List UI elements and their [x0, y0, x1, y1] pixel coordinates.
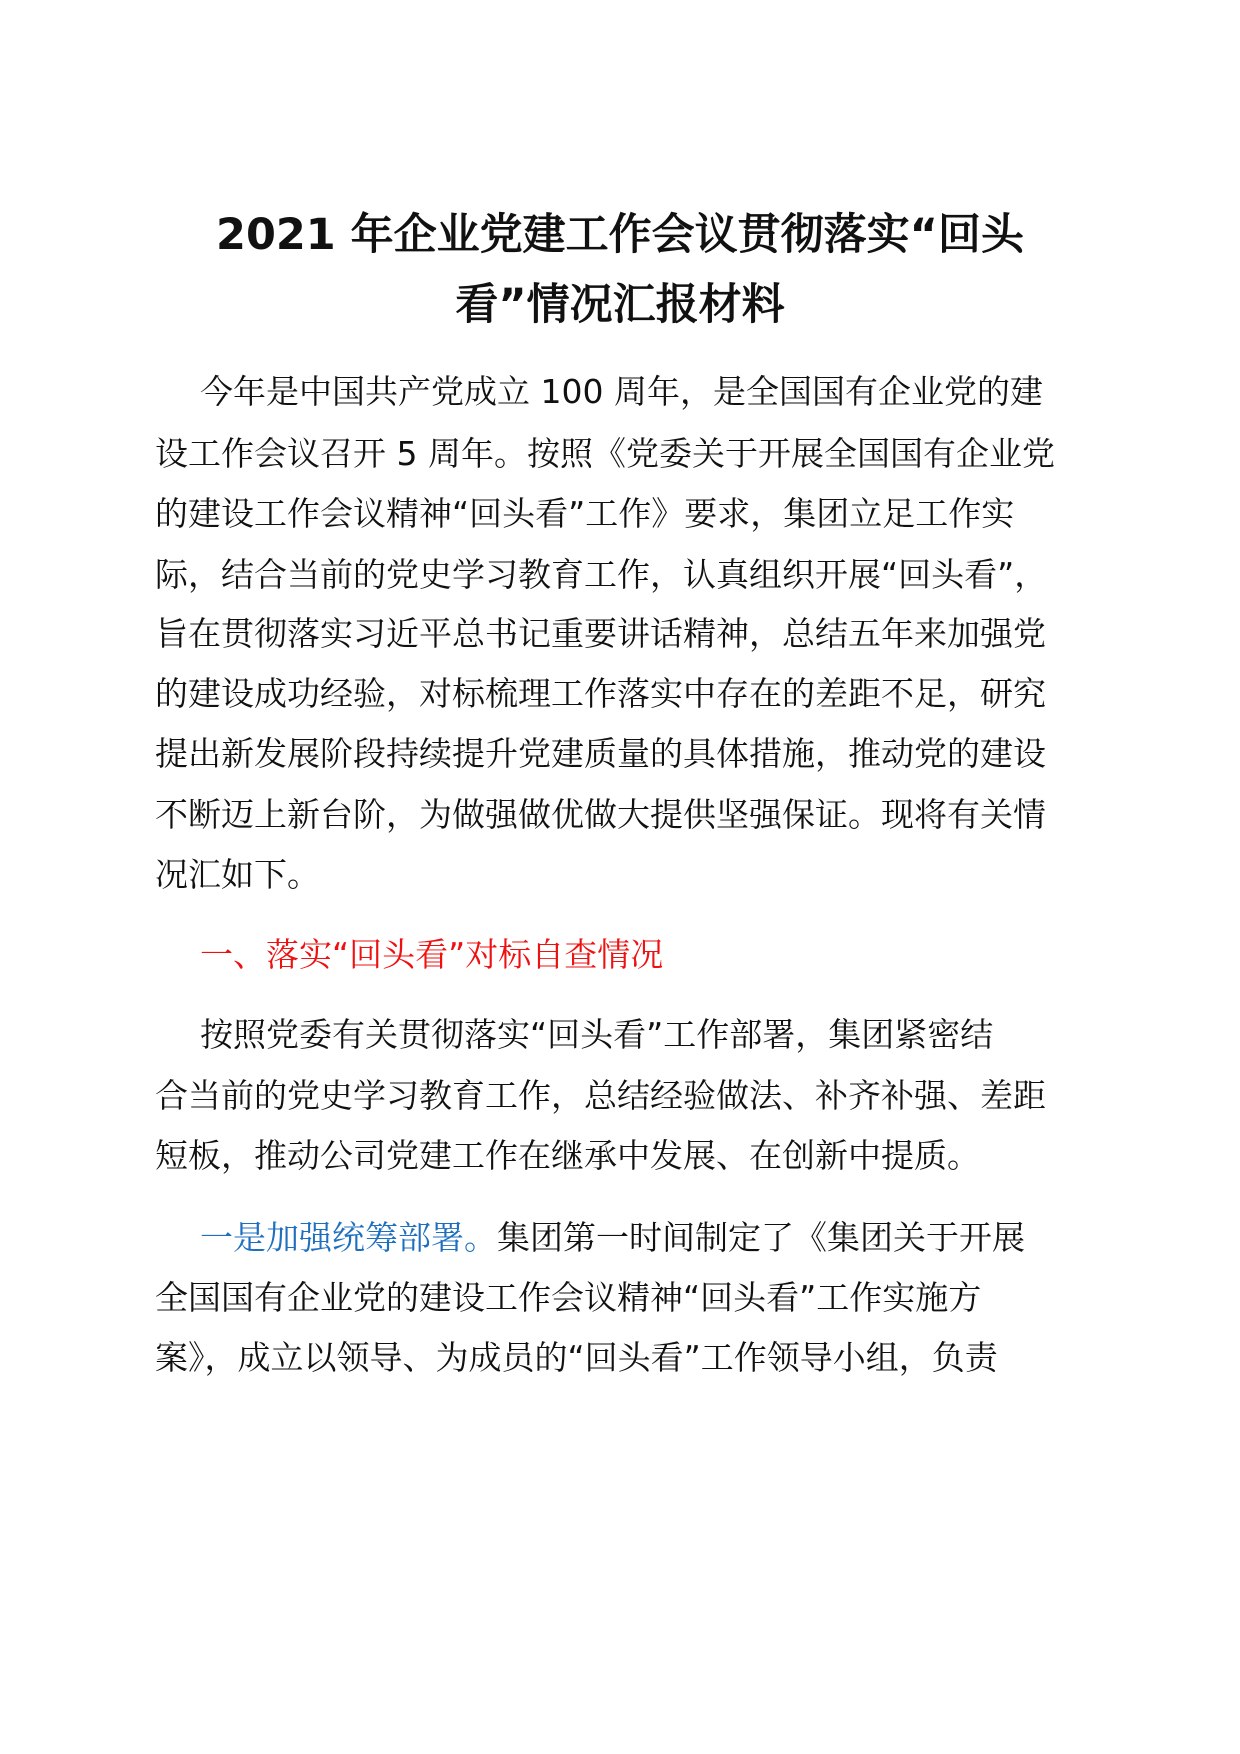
paragraph-3-line-2: 全国国有企业党的建设工作会议精神“回头看”工作实施方: [155, 1278, 982, 1317]
paragraph-1-line-4: 际，结合当前的党史学习教育工作，认真组织开展“回头看”，: [155, 555, 1048, 594]
paragraph-2-line-2: 合当前的党史学习教育工作，总结经验做法、补齐补强、差距: [155, 1076, 1046, 1115]
paragraph-1-line-6: 的建设成功经验，对标梳理工作落实中存在的差距不足，研究: [155, 674, 1046, 713]
document-title: [150, 200, 1090, 340]
paragraph-1-line-1: 今年是中国共产党成立 100 周年，是全国国有企业党的建: [200, 372, 1043, 411]
title-line-2: 看”情况汇报材料: [455, 280, 785, 330]
paragraph-1-line-3: 的建设工作会议精神“回头看”工作》要求，集团立足工作实: [155, 494, 1015, 533]
paragraph-2-line-3: 短板，推动公司党建工作在继承中发展、在创新中提质。: [155, 1136, 980, 1175]
paragraph-1-line-2: 设工作会议召开 5 周年。按照《党委关于开展全国国有企业党: [155, 434, 1055, 473]
paragraph-1-line-9: 况汇如下。: [155, 855, 320, 894]
paragraph-1-line-7: 提出新发展阶段持续提升党建质量的具体措施，推动党的建设: [155, 734, 1046, 773]
paragraph-1-line-5: 旨在贯彻落实习近平总书记重要讲话精神，总结五年来加强党: [155, 614, 1046, 653]
paragraph-3-line-1-text: 集团第一时间制定了《集团关于开展: [497, 1218, 1025, 1257]
paragraph-1-line-8: 不断迈上新台阶，为做强做优做大提供坚强保证。现将有关情: [155, 795, 1046, 834]
paragraph-3-line-3: 案》，成立以领导、为成员的“回头看”工作领导小组，负责: [155, 1338, 998, 1377]
title-line-1: 2021 年企业党建工作会议贯彻落实“回头: [216, 210, 1024, 260]
paragraph-3-lead: 一是加强统筹部署。: [200, 1218, 497, 1257]
paragraph-3-line-1: [200, 1218, 1135, 1258]
section-1-heading: 一、落实“回头看”对标自查情况: [200, 935, 664, 974]
paragraph-2-line-1: 按照党委有关贯彻落实“回头看”工作部署，集团紧密结: [200, 1015, 994, 1054]
